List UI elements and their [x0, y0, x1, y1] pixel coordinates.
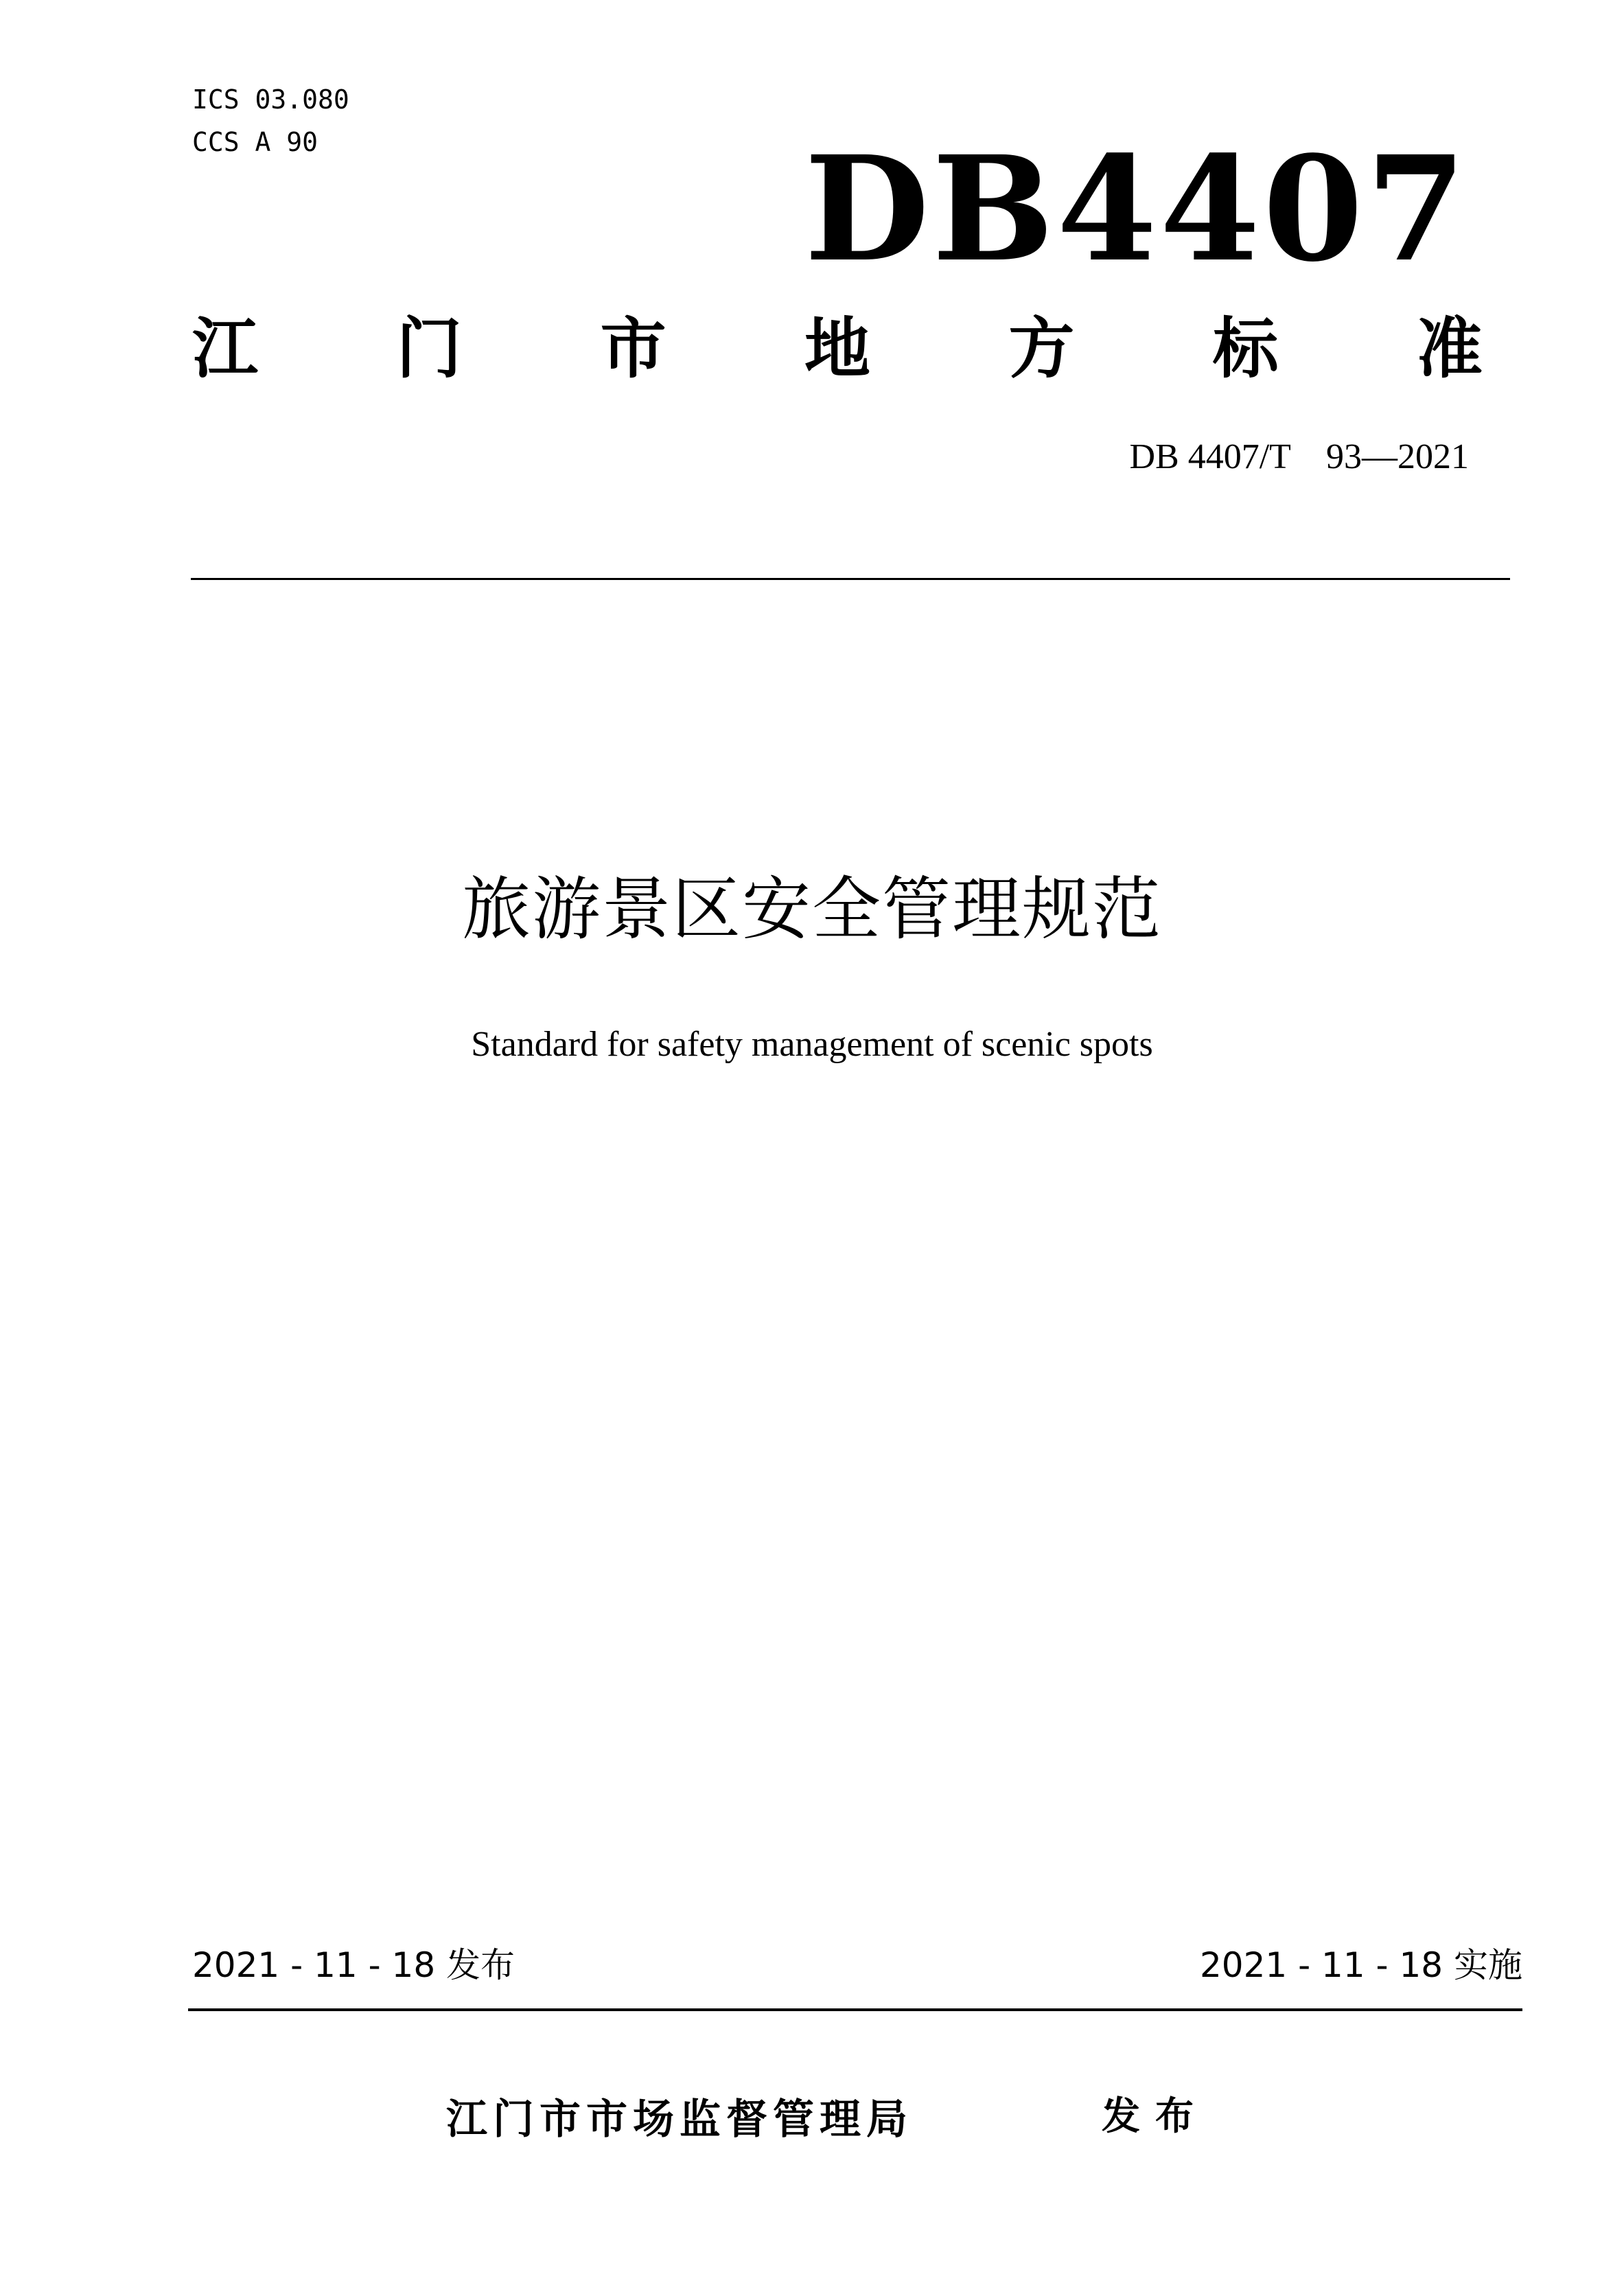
- ics-code: ICS 03.080: [192, 84, 349, 115]
- standard-number: DB 4407/T 93—2021: [1129, 437, 1469, 476]
- standard-type-char: 标: [1212, 310, 1279, 387]
- standard-code-large: DB4407: [804, 124, 1469, 294]
- standard-type-char: 市: [600, 310, 666, 387]
- ccs-code: CCS A 90: [192, 127, 318, 157]
- standard-type-char: 门: [396, 310, 463, 387]
- standard-type-char: 准: [1416, 310, 1483, 387]
- issue-date: 2021 - 11 - 18 发布: [192, 1945, 515, 1985]
- standard-type-char: 地: [804, 310, 870, 387]
- standard-type-char: 江: [192, 310, 258, 387]
- standard-type-char: 方: [1008, 310, 1075, 387]
- issue-action-label: 发布: [1102, 2094, 1209, 2139]
- footer-divider: [188, 2008, 1522, 2011]
- issuing-authority: 江门市市场监督管理局: [446, 2096, 913, 2144]
- document-title-english: Standard for safety management of scenic spots: [471, 1025, 1153, 1064]
- implementation-date: 2021 - 11 - 18 实施: [1199, 1945, 1522, 1985]
- header-divider: [191, 578, 1510, 580]
- standard-type-heading: [192, 310, 1483, 387]
- document-title-chinese: 旅游景区安全管理规范: [462, 869, 1162, 949]
